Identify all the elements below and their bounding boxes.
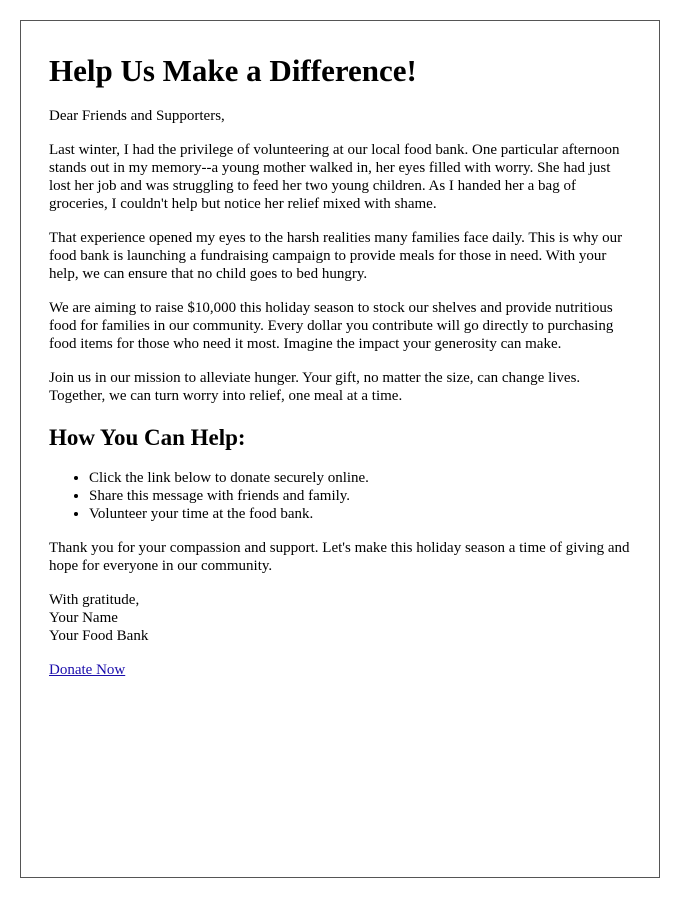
help-list (49, 469, 631, 523)
help-item-share: • Share this message with friends and family. (89, 487, 631, 505)
signer-organization: Your Food Bank (49, 628, 149, 644)
campaign-paragraph: That experience opened my eyes to the harsh realities many families face daily. This is why our food bank is launching a fundraising campaign to provide meals for those in need. With your help, we can ensure that no child goes to bed hungry. (49, 230, 623, 282)
signer-name: Your Name (49, 610, 118, 626)
salutation: Dear Friends and Supporters, (49, 108, 225, 124)
donate-now-link[interactable]: Donate Now (49, 662, 126, 678)
help-item-donate: • Click the link below to donate securely online. (89, 469, 631, 487)
call-to-action-paragraph: Join us in our mission to alleviate hunger. Your gift, no matter the size, can change lives. Together, we can turn worry into relief, one meal at a time. (49, 370, 581, 404)
page-title: Help Us Make a Difference! (49, 53, 417, 88)
goal-paragraph: We are aiming to raise $10,000 this holiday season to stock our shelves and provide nutritious food for families in our community. Every dollar you contribute will go directly to purchasing food items for those who need it most. Imagine the impact your generosity can make. (49, 300, 614, 352)
signature-block (49, 591, 631, 645)
letter-page (20, 20, 660, 878)
thank-you-paragraph: Thank you for your compassion and support. Let's make this holiday season a time of giving and hope for everyone in our community. (49, 540, 630, 574)
story-paragraph: Last winter, I had the privilege of volunteering at our local food bank. One particular afternoon stands out in my memory--a young mother walked in, her eyes filled with worry. She had just lost her job and was struggling to feed her two young children. As I handed her a bag of groceries, I couldn't help but notice her relief mixed with shame. (49, 142, 620, 212)
help-item-volunteer: • Volunteer your time at the food bank. (89, 505, 631, 523)
closing-line: With gratitude, (49, 592, 140, 608)
help-heading: How You Can Help: (49, 425, 246, 450)
